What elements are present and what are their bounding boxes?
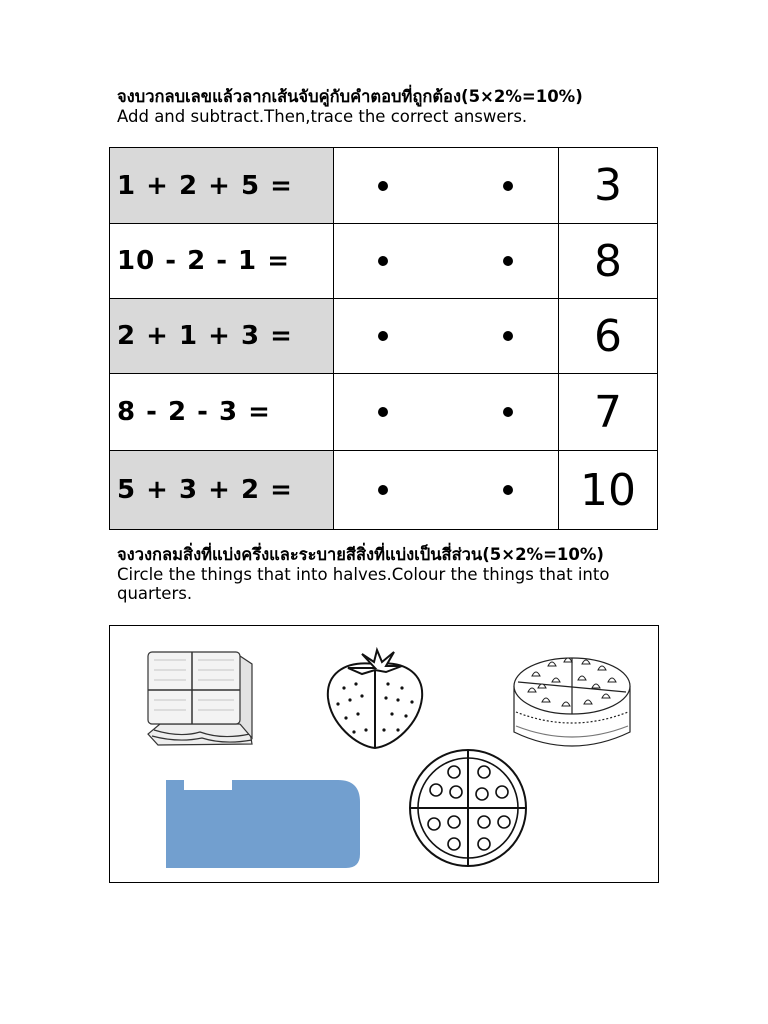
question-2-thai: จงวงกลมสิ่งที่แบ่งครึ่งและระบายสีสิ่งที่แบ่งเป็นสี่ส่วน [117,545,483,564]
table-row [110,299,658,374]
equation-cell: 1 + 2 + 5 = [110,148,334,224]
table-row [110,374,658,451]
left-dot[interactable] [378,407,388,417]
question-1-title [117,87,657,107]
dots-cell [334,299,559,374]
blue-shape[interactable] [166,778,362,870]
question-1-marks: (5×2%=10%) [461,87,583,106]
equation-cell: 5 + 3 + 2 = [110,451,334,530]
table-row [110,224,658,299]
question-2-marks: (5×2%=10%) [482,545,604,564]
right-dot[interactable] [503,331,513,341]
right-dot[interactable] [503,407,513,417]
question-2-title [117,545,657,565]
question-1-heading [117,87,657,126]
pictures-box [109,625,659,883]
answer-cell: 3 [559,148,658,224]
strawberry-icon[interactable] [322,646,428,754]
pizza-icon[interactable] [406,746,530,870]
question-1-instruction: Add and subtract.Then,trace the correct answers. [117,106,528,126]
equation-cell: 8 - 2 - 3 = [110,374,334,451]
equation-cell: 2 + 1 + 3 = [110,299,334,374]
left-dot[interactable] [378,256,388,266]
answer-cell: 6 [559,299,658,374]
right-dot[interactable] [503,181,513,191]
question-2-heading [117,545,657,604]
matching-table [109,147,658,530]
dots-cell [334,451,559,530]
cake-icon[interactable] [508,642,636,754]
answer-cell: 8 [559,224,658,299]
right-dot[interactable] [503,485,513,495]
dots-cell [334,224,559,299]
dots-cell [334,148,559,224]
equation-cell: 10 - 2 - 1 = [110,224,334,299]
dots-cell [334,374,559,451]
sandwich-icon[interactable] [140,646,260,751]
right-dot[interactable] [503,256,513,266]
question-1-thai: จงบวกลบเลขแล้วลากเส้นจับคู่กับคำตอบที่ถูกต้อง [117,87,462,106]
answer-cell: 10 [559,451,658,530]
table-row [110,148,658,224]
table-row [110,451,658,530]
answer-cell: 7 [559,374,658,451]
left-dot[interactable] [378,181,388,191]
question-2-instruction: Circle the things that into halves.Colour the things that into quarters. [117,564,610,603]
left-dot[interactable] [378,331,388,341]
left-dot[interactable] [378,485,388,495]
